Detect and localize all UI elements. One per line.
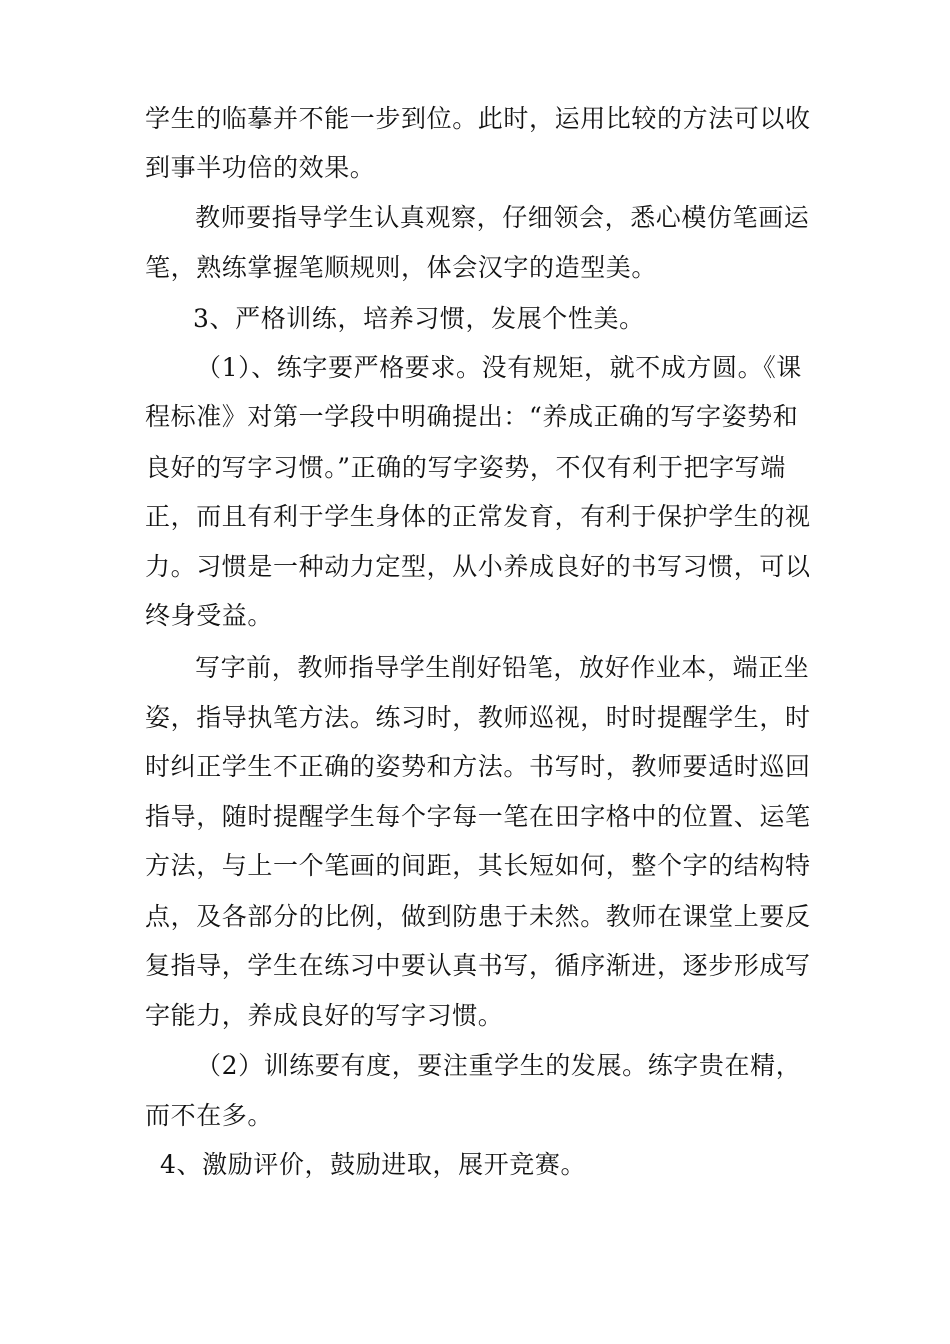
text-line-3: 教师要指导学生认真观察，仔细领会，悉心模仿笔画运 [195, 203, 810, 232]
text-line-4: 笔，熟练掌握笔顺规则，体会汉字的造型美。 [145, 253, 658, 282]
text-line-15: 指导，随时提醒学生每个字每一笔在田字格中的位置、运笔 [145, 802, 811, 831]
text-line-21: 而不在多。 [145, 1101, 274, 1130]
text-line-10: 力。习惯是一种动力定型，从小养成良好的书写习惯，可以 [145, 552, 811, 581]
text-line-16: 方法，与上一个笔画的间距，其长短如何，整个字的结构特 [145, 851, 811, 880]
text-line-20: （2）训练要有度，要注重学生的发展。练字贵在精， [196, 1051, 802, 1080]
text-line-19: 字能力，养成良好的写字习惯。 [145, 1001, 504, 1030]
text-line-22: 4、激励评价，鼓励进取，展开竞赛。 [160, 1150, 587, 1179]
text-line-12: 写字前，教师指导学生削好铅笔，放好作业本，端正坐 [195, 653, 810, 682]
text-line-9: 正，而且有利于学生身体的正常发育，有利于保护学生的视 [145, 502, 811, 531]
text-line-8: 良好的写字习惯。”正确的写字姿势，不仅有利于把字写端 [145, 453, 786, 482]
text-line-5: 3、严格训练，培养习惯，发展个性美。 [193, 304, 645, 333]
text-line-18: 复指导，学生在练习中要认真书写，循序渐进，逐步形成写 [145, 951, 811, 980]
text-line-6: （1）、练字要严格要求。没有规矩，就不成方圆。《课 [196, 353, 802, 382]
text-line-17: 点，及各部分的比例，做到防患于未然。教师在课堂上要反 [145, 902, 811, 931]
text-line-1: 学生的临摹并不能一步到位。此时，运用比较的方法可以收 [145, 104, 811, 133]
text-line-14: 时纠正学生不正确的姿势和方法。书写时，教师要适时巡回 [145, 752, 811, 781]
text-line-11: 终身受益。 [145, 601, 274, 630]
text-line-2: 到事半功倍的效果。 [145, 153, 376, 182]
text-line-13: 姿，指导执笔方法。练习时，教师巡视，时时提醒学生，时 [145, 703, 811, 732]
text-line-7: 程标准》对第一学段中明确提出：“养成正确的写字姿势和 [145, 402, 799, 431]
